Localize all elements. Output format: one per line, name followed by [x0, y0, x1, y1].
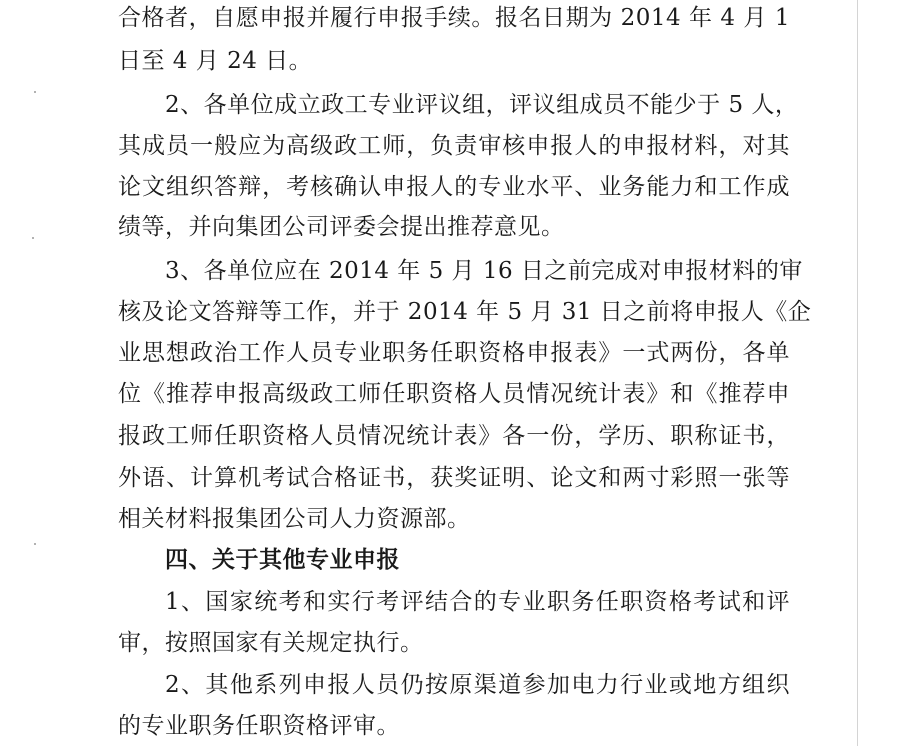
paragraph-line: 的专业职务任职资格评审。 — [118, 713, 400, 739]
paragraph-line: 合格者，自愿申报并履行申报手续。报名日期为 2014 年 4 月 1 — [118, 5, 790, 31]
paragraph-line: 1、国家统考和实行考评结合的专业职务任职资格考试和评 — [165, 589, 790, 615]
scan-speck — [32, 237, 34, 239]
paragraph-line: 审，按照国家有关规定执行。 — [118, 630, 424, 656]
scan-speck — [34, 91, 36, 93]
paragraph-line: 论文组织答辩，考核确认申报人的专业水平、业务能力和工作成 — [118, 174, 790, 200]
section-heading: 四、关于其他专业申报 — [165, 546, 400, 573]
paragraph-line: 3、各单位应在 2014 年 5 月 16 日之前完成对申报材料的审 — [165, 258, 803, 284]
paragraph-line: 日至 4 月 24 日。 — [118, 48, 313, 74]
paragraph-line: 外语、计算机考试合格证书，获奖证明、论文和两寸彩照一张等 — [118, 465, 790, 491]
paragraph-line: 位《推荐申报高级政工师任职资格人员情况统计表》和《推荐申 — [118, 381, 790, 407]
paragraph-line: 核及论文答辩等工作，并于 2014 年 5 月 31 日之前将申报人《企 — [118, 299, 812, 325]
paragraph-line: 绩等，并向集团公司评委会提出推荐意见。 — [118, 214, 565, 240]
paragraph-line: 相关材料报集团公司人力资源部。 — [118, 506, 471, 532]
paragraph-line: 其成员一般应为高级政工师，负责审核申报人的申报材料，对其 — [118, 133, 790, 159]
paragraph-line: 2、其他系列申报人员仍按原渠道参加电力行业或地方组织 — [165, 672, 790, 698]
paragraph-line: 2、各单位成立政工专业评议组，评议组成员不能少于 5 人， — [165, 92, 799, 118]
scan-speck — [34, 543, 36, 545]
paragraph-line: 报政工师任职资格人员情况统计表》各一份，学历、职称证书， — [118, 423, 790, 449]
scan-edge-line — [857, 0, 858, 746]
paragraph-line: 业思想政治工作人员专业职务任职资格申报表》一式两份，各单 — [118, 340, 790, 366]
